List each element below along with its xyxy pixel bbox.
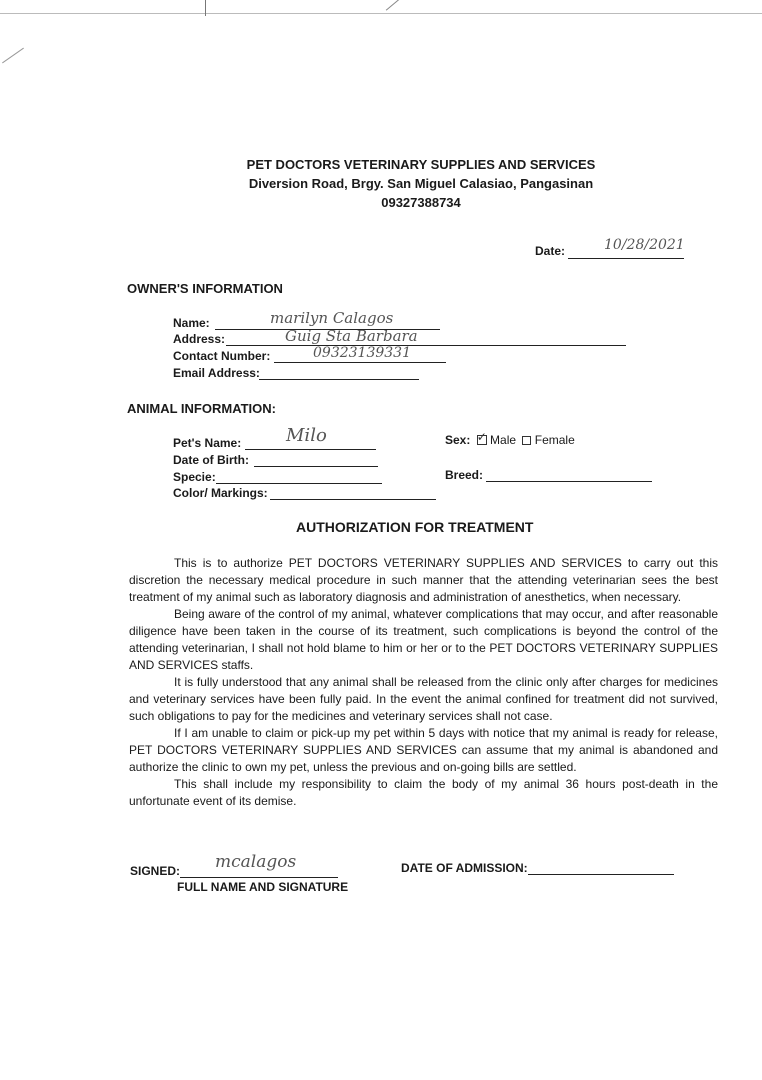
male-checkbox[interactable]: [476, 430, 487, 445]
sex-field: [445, 430, 575, 447]
email-address-line: [259, 379, 419, 380]
color-markings-line: [270, 499, 436, 500]
contact-number-value: 09323139331: [313, 345, 411, 361]
owner-name-value: marilyn Calagos: [270, 309, 394, 327]
business-name: PET DOCTORS VETERINARY SUPPLIES AND SERVICES: [246, 157, 596, 172]
sex-label: Sex:: [445, 433, 471, 447]
male-label: Male: [490, 433, 517, 447]
owner-name-label: Name:: [173, 316, 210, 330]
female-label: Female: [534, 433, 575, 447]
date-of-admission-line: [528, 874, 674, 875]
date-of-admission-label: DATE OF ADMISSION:: [401, 861, 528, 875]
signed-label: SIGNED:: [130, 864, 181, 878]
color-markings-label: Color/ Markings:: [173, 486, 268, 500]
contact-number-line: [274, 362, 446, 363]
letterhead: [0, 156, 762, 211]
breed-label: Breed:: [445, 468, 484, 482]
date-line: [568, 258, 684, 259]
date-label: Date:: [535, 244, 566, 258]
authorization-title: AUTHORIZATION FOR TREATMENT: [296, 519, 534, 535]
female-checkbox[interactable]: [522, 436, 531, 445]
scan-mark: [386, 0, 400, 11]
scan-edge-line: [0, 13, 762, 14]
animal-section-title: ANIMAL INFORMATION:: [127, 401, 276, 416]
date-value: 10/28/2021: [604, 237, 685, 253]
checkmark-icon: ✓: [476, 430, 487, 444]
authorization-paragraph: This is to authorize PET DOCTORS VETERINARY SUPPLIES AND SERVICES to carry out this discretion the necessary medical procedure in such manner that the attending veterinarian sees the best treatment of my animal such as laboratory diagnosis and administration of anesthetics, when necessary.: [129, 556, 718, 604]
owner-address-value: Guig Sta Barbara: [285, 327, 418, 345]
signature-line: [180, 877, 338, 878]
authorization-paragraph: This shall include my responsibility to claim the body of my animal 36 hours post-death in the unfortunate event of its demise.: [129, 777, 718, 808]
authorization-paragraph: If I am unable to claim or pick-up my pet within 5 days with notice that my animal is ready for release, PET DOCTORS VETERINARY SUPPLIES AND SERVICES can assume that my animal is abandoned and authorize the clinic to own my pet, unless the previous and on-going bills are settled.: [129, 726, 718, 774]
date-of-birth-line: [254, 466, 378, 467]
pet-name-line: [245, 449, 376, 450]
authorization-body: [129, 555, 718, 810]
email-address-label: Email Address:: [173, 366, 260, 380]
specie-line: [216, 483, 382, 484]
business-address: Diversion Road, Brgy. San Miguel Calasiao, Pangasinan: [248, 176, 594, 191]
pet-name-value: Milo: [286, 425, 327, 446]
pet-name-label: Pet's Name:: [173, 436, 242, 450]
date-of-birth-label: Date of Birth:: [173, 453, 249, 467]
authorization-paragraph: Being aware of the control of my animal, whatever complications that may occur, and after reasonable diligence have been taken in the course of its treatment, such complications is beyond the control of the attending veterinarian, I shall not hold blame to him or her or to the PET DOCTORS VETERINARY SUPPLIES AND SERVICES staffs.: [129, 607, 718, 672]
signature-value: mcalagos: [215, 852, 297, 872]
owner-address-label: Address:: [173, 332, 226, 346]
authorization-paragraph: It is fully understood that any animal shall be released from the clinic only after charges for medicines and veterinary services have been fully paid. In the event the animal confined for treatment did not survived, such obligations to pay for the medicines and veterinary services shall not case.: [129, 675, 718, 723]
scan-mark: [205, 0, 206, 16]
contact-number-label: Contact Number:: [173, 349, 271, 363]
breed-line: [486, 481, 652, 482]
owner-address-line: [226, 345, 626, 346]
business-phone: 09327388734: [381, 195, 461, 210]
owner-section-title: OWNER'S INFORMATION: [127, 281, 283, 296]
scan-mark: [2, 48, 24, 64]
signature-caption: FULL NAME AND SIGNATURE: [177, 880, 349, 894]
specie-label: Specie:: [173, 470, 216, 484]
